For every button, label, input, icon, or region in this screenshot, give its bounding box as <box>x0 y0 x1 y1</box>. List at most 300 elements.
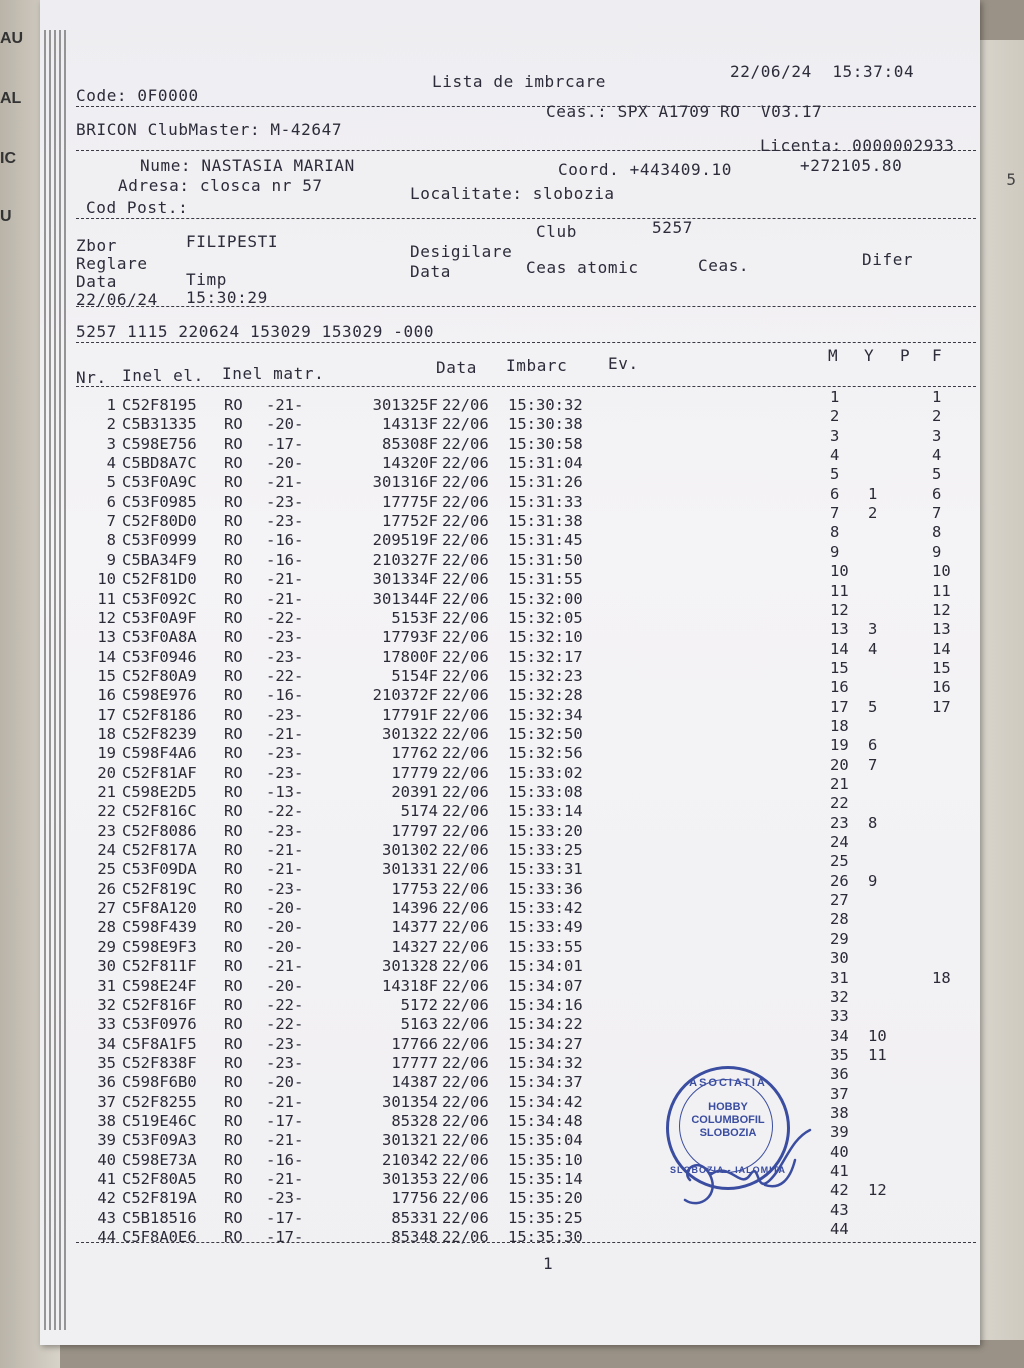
ring-serial: 5153F <box>391 608 438 627</box>
electronic-ring: C53F0976 <box>122 1015 197 1034</box>
ring-year: -23- <box>266 705 304 724</box>
electronic-ring: C52F81D0 <box>122 570 197 589</box>
edge-text: U <box>0 208 12 225</box>
country-code: RO <box>224 1228 243 1247</box>
ring-year: -23- <box>266 492 304 511</box>
ring-year: -23- <box>266 1053 304 1072</box>
country-code: RO <box>224 918 243 937</box>
ring-year: -16- <box>266 550 304 569</box>
arrival-date: 22/06 <box>442 976 489 995</box>
row-number: 23 <box>97 821 116 840</box>
ring-year: -23- <box>266 628 304 647</box>
arrival-time: 15:30:32 <box>508 396 583 414</box>
row-number: 32 <box>97 995 116 1014</box>
ring-serial: 14327 <box>391 937 438 956</box>
ring-year: -17- <box>266 434 304 453</box>
m-rank: 25 <box>830 852 849 871</box>
electronic-ring: C52F819C <box>122 879 197 898</box>
stamp-text-bottom: SLOBOZIA - IALOMITA <box>670 1165 786 1175</box>
row-number: 9 <box>106 550 116 569</box>
f-rank: 8 <box>932 523 942 542</box>
m-rank: 7 <box>830 504 840 523</box>
arrival-date: 22/06 <box>442 821 489 840</box>
country-code: RO <box>224 1034 243 1053</box>
edge-text: IC <box>0 150 16 167</box>
arrival-time: 15:34:07 <box>508 976 583 995</box>
arrival-time: 15:34:48 <box>508 1111 583 1130</box>
y-rank: 5 <box>868 697 878 716</box>
arrival-date: 22/06 <box>442 1208 489 1227</box>
country-code: RO <box>224 802 243 821</box>
arrival-date: 22/06 <box>442 686 489 705</box>
ring-year: -22- <box>266 1015 304 1034</box>
ring-year: -23- <box>266 763 304 782</box>
arrival-time: 15:32:10 <box>508 628 583 647</box>
arrival-date: 22/06 <box>442 434 489 453</box>
y-rank: 4 <box>868 639 878 658</box>
y-rank: 8 <box>868 813 878 832</box>
m-rank: 4 <box>830 446 840 465</box>
ring-serial: 14387 <box>391 1073 438 1092</box>
country-code: RO <box>224 724 243 743</box>
m-rank: 38 <box>830 1103 849 1122</box>
ring-serial: 301302 <box>382 841 438 860</box>
arrival-date: 22/06 <box>442 647 489 666</box>
row-number: 2 <box>106 415 116 434</box>
m-rank: 23 <box>830 813 849 832</box>
arrival-time: 15:35:25 <box>508 1208 583 1227</box>
row-number: 44 <box>97 1228 116 1247</box>
arrival-date: 22/06 <box>442 531 489 550</box>
signature-icon <box>670 1120 820 1220</box>
electronic-ring: C52F8195 <box>122 396 197 414</box>
ring-year: -23- <box>266 647 304 666</box>
arrival-time: 15:31:26 <box>508 473 583 492</box>
ring-serial: 301325F <box>372 396 438 414</box>
electronic-ring: C5B31335 <box>122 415 197 434</box>
code-line: Code: 0F0000 <box>76 86 199 105</box>
ring-serial: 210342 <box>382 1150 438 1169</box>
divider <box>76 1242 976 1243</box>
fancier-name: Nume: NASTASIA MARIAN <box>140 156 355 175</box>
col-imbarc: Imbarc <box>506 356 568 375</box>
ring-serial: 14313F <box>382 415 438 434</box>
ring-year: -22- <box>266 802 304 821</box>
arrival-date: 22/06 <box>442 473 489 492</box>
m-rank: 32 <box>830 987 849 1006</box>
row-number: 13 <box>97 628 116 647</box>
electronic-ring: C5B18516 <box>122 1208 197 1227</box>
electronic-ring: C52F838F <box>122 1053 197 1072</box>
m-rank: 16 <box>830 678 849 697</box>
divider <box>76 106 976 107</box>
m-rank: 11 <box>830 581 849 600</box>
electronic-ring: C52F80A9 <box>122 666 197 685</box>
electronic-ring: C519E46C <box>122 1111 197 1130</box>
col-ev: Ev. <box>608 354 639 373</box>
m-rank: 31 <box>830 968 849 987</box>
arrival-time: 15:31:38 <box>508 512 583 531</box>
arrival-time: 15:32:00 <box>508 589 583 608</box>
col-f: F <box>932 346 943 365</box>
arrival-time: 15:31:55 <box>508 570 583 589</box>
arrival-date: 22/06 <box>442 1092 489 1111</box>
software-version: BRICON ClubMaster: M-42647 <box>76 120 343 139</box>
ring-serial: 301353 <box>382 1170 438 1188</box>
arrival-time: 15:30:38 <box>508 415 583 434</box>
country-code: RO <box>224 1073 243 1092</box>
reglare-label: Reglare <box>76 254 148 273</box>
country-code: RO <box>224 957 243 976</box>
ring-serial: 301316F <box>372 473 438 492</box>
m-rank: 39 <box>830 1123 849 1142</box>
ring-year: -21- <box>266 1170 304 1188</box>
col-m: M <box>828 346 839 365</box>
country-code: RO <box>224 608 243 627</box>
electronic-ring: C598E9F3 <box>122 937 197 956</box>
stamp-line: SLOBOZIA <box>699 1127 757 1139</box>
electronic-ring: C5F8A120 <box>122 899 197 918</box>
m-rank: 3 <box>830 426 840 445</box>
m-rank: 20 <box>830 755 849 774</box>
page-number: 1 <box>543 1254 554 1273</box>
ring-year: -21- <box>266 1131 304 1150</box>
ring-serial: 301328 <box>382 957 438 976</box>
electronic-ring: C598E73A <box>122 1150 197 1169</box>
arrival-time: 15:32:23 <box>508 666 583 685</box>
m-rank: 1 <box>830 388 840 406</box>
edge-text: AL <box>0 90 22 107</box>
country-code: RO <box>224 1189 243 1208</box>
country-code: RO <box>224 1053 243 1072</box>
ring-year: -17- <box>266 1228 304 1247</box>
row-number: 17 <box>97 705 116 724</box>
f-rank: 10 <box>932 562 951 581</box>
arrival-time: 15:31:45 <box>508 531 583 550</box>
country-code: RO <box>224 396 243 414</box>
electronic-ring: C52F8239 <box>122 724 197 743</box>
electronic-ring: C52F8255 <box>122 1092 197 1111</box>
electronic-ring: C5F8A0E6 <box>122 1228 197 1247</box>
m-rank: 5 <box>830 465 840 484</box>
ring-serial: 301321 <box>382 1131 438 1150</box>
row-number: 12 <box>97 608 116 627</box>
col-p: P <box>900 346 911 365</box>
m-rank: 22 <box>830 794 849 813</box>
ring-serial: 20391 <box>391 783 438 801</box>
arrival-time: 15:32:34 <box>508 705 583 724</box>
ring-serial: 85308F <box>382 434 438 453</box>
row-number: 38 <box>97 1111 116 1130</box>
row-number: 31 <box>97 976 116 995</box>
arrival-date: 22/06 <box>442 1170 489 1188</box>
electronic-ring: C53F09A3 <box>122 1131 197 1150</box>
ring-year: -20- <box>266 937 304 956</box>
y-rank: 9 <box>868 871 878 890</box>
row-number: 37 <box>97 1092 116 1111</box>
arrival-time: 15:34:37 <box>508 1073 583 1092</box>
row-number: 40 <box>97 1150 116 1169</box>
m-rank: 13 <box>830 620 849 639</box>
electronic-ring: C5BD8A7C <box>122 454 197 473</box>
ring-serial: 17777 <box>391 1053 438 1072</box>
clock-info: Ceas.: SPX A1709 RO V03.17 <box>546 102 823 121</box>
code-line-numbers: 5257 1115 220624 153029 153029 -000 <box>76 322 435 341</box>
electronic-ring: C598E756 <box>122 434 197 453</box>
m-rank: 15 <box>830 658 849 677</box>
ring-year: -20- <box>266 918 304 937</box>
arrival-time: 15:33:49 <box>508 918 583 937</box>
ring-serial: 209519F <box>372 531 438 550</box>
country-code: RO <box>224 589 243 608</box>
country-code: RO <box>224 647 243 666</box>
row-number: 4 <box>106 454 116 473</box>
arrival-date: 22/06 <box>442 512 489 531</box>
arrival-date: 22/06 <box>442 1111 489 1130</box>
m-rank: 17 <box>830 697 849 716</box>
divider <box>76 218 976 219</box>
row-number: 20 <box>97 763 116 782</box>
col-inel-el: Inel el. <box>122 366 204 385</box>
arrival-date: 22/06 <box>442 841 489 860</box>
ring-year: -22- <box>266 608 304 627</box>
col-data: Data <box>436 358 477 377</box>
arrival-date: 22/06 <box>442 899 489 918</box>
y-rank: 2 <box>868 504 878 523</box>
electronic-ring: C5BA34F9 <box>122 550 197 569</box>
f-rank: 2 <box>932 407 942 426</box>
electronic-ring: C52F816F <box>122 995 197 1014</box>
locality: Localitate: slobozia <box>410 184 615 203</box>
country-code: RO <box>224 434 243 453</box>
electronic-ring: C52F8186 <box>122 705 197 724</box>
ring-year: -23- <box>266 879 304 898</box>
row-number: 43 <box>97 1208 116 1227</box>
m-rank: 43 <box>830 1200 849 1219</box>
electronic-ring: C598E976 <box>122 686 197 705</box>
ring-year: -21- <box>266 1092 304 1111</box>
row-number: 30 <box>97 957 116 976</box>
print-datetime: 22/06/24 15:37:04 <box>730 62 915 81</box>
arrival-time: 15:31:33 <box>508 492 583 511</box>
ring-serial: 14318F <box>382 976 438 995</box>
arrival-time: 15:31:50 <box>508 550 583 569</box>
ceas-label: Ceas. <box>698 256 750 275</box>
country-code: RO <box>224 1208 243 1227</box>
arrival-time: 15:35:10 <box>508 1150 583 1169</box>
ring-serial: 85348 <box>391 1228 438 1247</box>
row-number: 7 <box>106 512 116 531</box>
row-number: 36 <box>97 1073 116 1092</box>
arrival-date: 22/06 <box>442 628 489 647</box>
row-number: 11 <box>97 589 116 608</box>
m-rank: 37 <box>830 1084 849 1103</box>
country-code: RO <box>224 899 243 918</box>
arrival-date: 22/06 <box>442 724 489 743</box>
ring-year: -16- <box>266 531 304 550</box>
electronic-ring: C53F0999 <box>122 531 197 550</box>
arrival-time: 15:34:27 <box>508 1034 583 1053</box>
m-rank: 42 <box>830 1181 849 1200</box>
m-rank: 12 <box>830 600 849 619</box>
divider <box>76 342 976 343</box>
divider <box>76 386 976 387</box>
arrival-date: 22/06 <box>442 1228 489 1247</box>
ring-serial: 85328 <box>391 1111 438 1130</box>
row-number: 18 <box>97 724 116 743</box>
f-rank: 4 <box>932 446 942 465</box>
ring-serial: 301334F <box>372 570 438 589</box>
flight-label: Zbor <box>76 236 117 255</box>
ring-year: -21- <box>266 473 304 492</box>
country-code: RO <box>224 879 243 898</box>
electronic-ring: C52F80A5 <box>122 1170 197 1188</box>
ring-year: -22- <box>266 995 304 1014</box>
country-code: RO <box>224 492 243 511</box>
f-rank: 16 <box>932 678 951 697</box>
m-rank: 34 <box>830 1026 849 1045</box>
ring-year: -21- <box>266 589 304 608</box>
arrival-date: 22/06 <box>442 705 489 724</box>
country-code: RO <box>224 666 243 685</box>
row-number: 21 <box>97 783 116 801</box>
arrival-time: 15:32:17 <box>508 647 583 666</box>
arrival-date: 22/06 <box>442 918 489 937</box>
arrival-time: 15:33:55 <box>508 937 583 956</box>
arrival-date: 22/06 <box>442 1131 489 1150</box>
ring-serial: 17779 <box>391 763 438 782</box>
row-number: 29 <box>97 937 116 956</box>
ring-year: -20- <box>266 454 304 473</box>
y-rank: 6 <box>868 736 878 755</box>
ring-year: -21- <box>266 724 304 743</box>
col-inel-matr: Inel matr. <box>222 364 325 383</box>
ring-year: -23- <box>266 1189 304 1208</box>
m-rank: 9 <box>830 542 840 561</box>
m-rank: 10 <box>830 562 849 581</box>
arrival-time: 15:34:42 <box>508 1092 583 1111</box>
ring-serial: 14320F <box>382 454 438 473</box>
arrival-date: 22/06 <box>442 783 489 801</box>
stamp-line: HOBBY <box>708 1101 748 1113</box>
country-code: RO <box>224 454 243 473</box>
ring-year: -23- <box>266 821 304 840</box>
binder-holes <box>44 30 66 1330</box>
country-code: RO <box>224 976 243 995</box>
country-code: RO <box>224 550 243 569</box>
row-number: 8 <box>106 531 116 550</box>
country-code: RO <box>224 995 243 1014</box>
reglare-time: 15:30:29 <box>186 288 268 307</box>
arrival-date: 22/06 <box>442 879 489 898</box>
arrival-date: 22/06 <box>442 396 489 414</box>
flight-name: FILIPESTI <box>186 232 279 251</box>
arrival-time: 15:33:14 <box>508 802 583 821</box>
ring-serial: 210327F <box>372 550 438 569</box>
m-rank: 24 <box>830 833 849 852</box>
difer-label: Difer <box>862 250 914 269</box>
electronic-ring: C5F8A1F5 <box>122 1034 197 1053</box>
ring-serial: 14377 <box>391 918 438 937</box>
stamp-text-top: ASOCIATIA <box>689 1077 767 1089</box>
row-number: 42 <box>97 1189 116 1208</box>
club-label: Club <box>536 222 577 241</box>
row-number: 25 <box>97 860 116 879</box>
electronic-ring: C53F0985 <box>122 492 197 511</box>
ring-year: -22- <box>266 666 304 685</box>
m-rank: 33 <box>830 1007 849 1026</box>
country-code: RO <box>224 570 243 589</box>
ring-serial: 14396 <box>391 899 438 918</box>
arrival-date: 22/06 <box>442 570 489 589</box>
edge-text: 5 <box>1006 170 1016 189</box>
row-number: 22 <box>97 802 116 821</box>
country-code: RO <box>224 763 243 782</box>
arrival-date: 22/06 <box>442 1053 489 1072</box>
ring-year: -17- <box>266 1111 304 1130</box>
arrival-time: 15:31:04 <box>508 454 583 473</box>
row-number: 41 <box>97 1170 116 1188</box>
m-rank: 2 <box>830 407 840 426</box>
ring-year: -21- <box>266 957 304 976</box>
desigilare-label: Desigilare <box>410 242 513 261</box>
arrival-date: 22/06 <box>442 744 489 763</box>
row-number: 33 <box>97 1015 116 1034</box>
country-code: RO <box>224 744 243 763</box>
m-rank: 8 <box>830 523 840 542</box>
row-number: 1 <box>106 396 116 414</box>
arrival-date: 22/06 <box>442 666 489 685</box>
ring-year: -20- <box>266 899 304 918</box>
arrival-time: 15:33:20 <box>508 821 583 840</box>
arrival-time: 15:33:42 <box>508 899 583 918</box>
country-code: RO <box>224 1015 243 1034</box>
arrival-time: 15:33:08 <box>508 783 583 801</box>
electronic-ring: C52F811F <box>122 957 197 976</box>
arrival-date: 22/06 <box>442 802 489 821</box>
arrival-date: 22/06 <box>442 1015 489 1034</box>
col-y: Y <box>864 346 875 365</box>
m-rank: 21 <box>830 775 849 793</box>
ring-serial: 210372F <box>372 686 438 705</box>
row-number: 24 <box>97 841 116 860</box>
page-title: Lista de imbrcare <box>432 72 606 91</box>
electronic-ring: C52F817A <box>122 841 197 860</box>
ring-year: -23- <box>266 744 304 763</box>
country-code: RO <box>224 531 243 550</box>
y-rank: 7 <box>868 755 878 774</box>
ring-year: -20- <box>266 415 304 434</box>
arrival-date: 22/06 <box>442 957 489 976</box>
coordinates-2: +272105.80 <box>800 156 903 175</box>
stamp-line: COLUMBOFIL <box>691 1114 765 1126</box>
m-rank: 27 <box>830 891 849 910</box>
ring-year: -13- <box>266 783 304 801</box>
m-rank: 28 <box>830 910 849 929</box>
electronic-ring: C598F6B0 <box>122 1073 197 1092</box>
row-number: 28 <box>97 918 116 937</box>
ring-serial: 5172 <box>400 995 438 1014</box>
m-rank: 26 <box>830 871 849 890</box>
ring-serial: 17753 <box>391 879 438 898</box>
coordinates: Coord. +443409.10 <box>558 160 732 179</box>
timp-label: Timp <box>186 270 227 289</box>
row-number: 39 <box>97 1131 116 1150</box>
arrival-time: 15:35:14 <box>508 1170 583 1188</box>
row-number: 15 <box>97 666 116 685</box>
arrival-date: 22/06 <box>442 937 489 956</box>
country-code: RO <box>224 821 243 840</box>
